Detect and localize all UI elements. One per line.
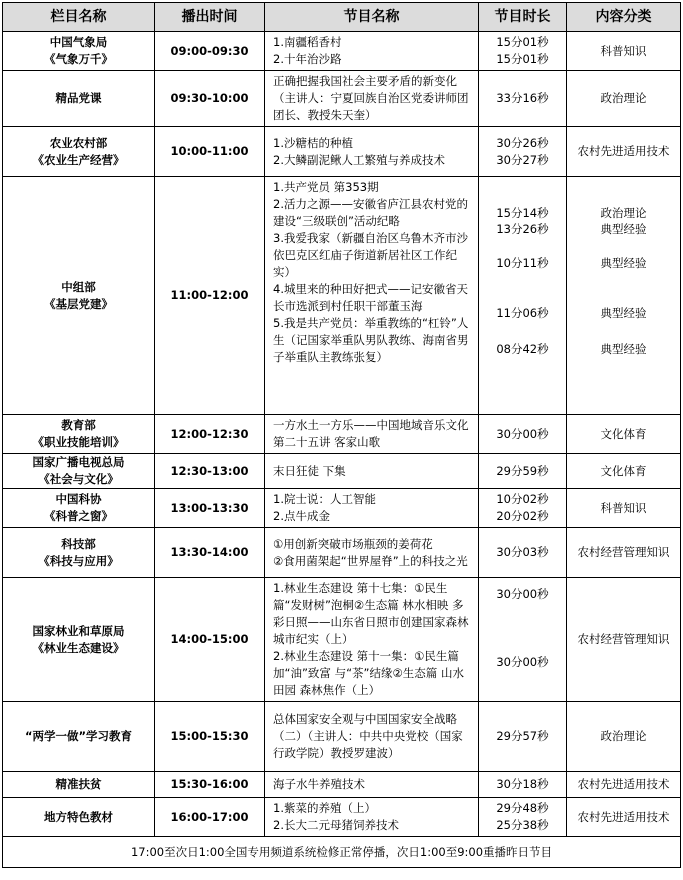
duration-value: 13分26秒	[496, 222, 549, 236]
duration-value: 30分18秒	[496, 777, 549, 791]
program-item: 末日狂徒 下集	[273, 463, 346, 478]
category-cell	[567, 71, 681, 127]
program-item: 5.我是共产党员：举重教练的“杠铃”人生（记国家举重队男队教练、海南省男子举重队主教练张复）	[273, 316, 469, 364]
duration-cell	[479, 489, 567, 528]
header-air-time: 播出时间	[155, 3, 265, 32]
category-label: 典型经验	[600, 306, 647, 320]
schedule-row	[3, 454, 681, 489]
program-item: ②食用菌架起“世界屋脊”上的科技之光	[273, 553, 468, 568]
duration-cell	[479, 798, 567, 837]
category-cell	[567, 489, 681, 528]
schedule-row	[3, 528, 681, 578]
column-name-line: 《基层党建》	[44, 296, 113, 311]
duration-cell	[479, 702, 567, 772]
header-row	[3, 3, 681, 32]
duration-value: 29分59秒	[496, 463, 549, 478]
air-time-cell: 15:30-16:00	[155, 772, 265, 798]
category-cell	[567, 32, 681, 71]
schedule-row	[3, 32, 681, 71]
program-item: 1.林业生态建设 第十七集：①民生篇“发财树”泡桐②生态篇 林水相映 多彩日照——山东省日照市创建国家森林城市纪实（上）	[273, 581, 469, 646]
duration-value: 15分01秒	[496, 35, 549, 49]
schedule-body	[3, 32, 681, 837]
category-label: 农村先进适用技术	[577, 777, 670, 791]
category-cell	[567, 798, 681, 837]
column-name-line: 精品党课	[55, 91, 102, 105]
category-label: 农村经营管理知识	[577, 545, 670, 559]
duration-value: 30分27秒	[496, 152, 549, 167]
column-name-cell	[3, 415, 155, 454]
category-label: 文化体育	[600, 463, 647, 478]
program-item: 正确把握我国社会主要矛盾的新变化（主讲人：宁夏回族自治区党委讲师团团长、教授朱天奎）	[273, 74, 469, 122]
header-program-name: 节目名称	[265, 3, 479, 32]
category-label: 政治理论	[600, 91, 647, 105]
category-label: 政治理论	[600, 206, 647, 220]
schedule-row	[3, 177, 681, 415]
program-item: 总体国家安全观与中国国家安全战略（二）（主讲人：中共中央党校（国家行政学院）教授罗建波）	[273, 712, 463, 760]
program-item: 2.活力之源——安徽省庐江县农村党的建设“三级联创”活动纪略	[273, 197, 468, 228]
air-time-cell: 13:30-14:00	[155, 528, 265, 578]
schedule-row	[3, 489, 681, 528]
duration-value: 30分00秒	[496, 587, 549, 601]
category-cell	[567, 415, 681, 454]
column-name-line: 中国科协	[55, 492, 102, 506]
column-name-line: 《社会与文化》	[38, 472, 119, 486]
program-item: 1.南疆稻香村	[273, 35, 342, 49]
category-cell	[567, 702, 681, 772]
program-name-cell	[265, 177, 479, 415]
program-item: 1.共产党员 第353期	[273, 180, 379, 194]
program-name-cell	[265, 798, 479, 837]
column-name-line: 科技部	[61, 536, 96, 551]
schedule-row	[3, 127, 681, 177]
schedule-row	[3, 415, 681, 454]
header-category: 内容分类	[567, 3, 681, 32]
air-time-cell: 15:00-15:30	[155, 702, 265, 772]
program-item: 2.十年治沙路	[273, 52, 342, 66]
column-name-cell	[3, 772, 155, 798]
duration-value: 10分11秒	[496, 256, 549, 270]
program-name-cell	[265, 528, 479, 578]
header-duration: 节目时长	[479, 3, 567, 32]
column-name-cell	[3, 489, 155, 528]
category-label: 典型经验	[600, 222, 647, 236]
column-name-cell	[3, 454, 155, 489]
program-item: 4.城里来的种田好把式——记安徽省天长市选派到村任职干部董玉海	[273, 282, 468, 313]
air-time-cell: 09:00-09:30	[155, 32, 265, 71]
duration-value: 10分02秒	[496, 492, 549, 506]
program-item: 2.长大二元母猪饲养技术	[273, 818, 399, 832]
duration-cell	[479, 528, 567, 578]
footer-row	[3, 837, 681, 868]
air-time-cell: 11:00-12:00	[155, 177, 265, 415]
program-name-cell	[265, 578, 479, 702]
category-cell	[567, 454, 681, 489]
schedule-sheet	[2, 2, 681, 868]
column-name-line: 教育部	[61, 418, 96, 432]
air-time-cell: 12:30-13:00	[155, 454, 265, 489]
air-time-cell: 10:00-11:00	[155, 127, 265, 177]
column-name-line: “两学一做”学习教育	[24, 729, 133, 743]
duration-value: 30分03秒	[496, 545, 549, 559]
category-label: 农村经营管理知识	[577, 632, 670, 646]
category-cell	[567, 772, 681, 798]
duration-cell	[479, 415, 567, 454]
column-name-cell	[3, 71, 155, 127]
column-name-cell	[3, 798, 155, 837]
column-name-line: 国家广播电视总局	[32, 455, 125, 469]
category-cell	[567, 578, 681, 702]
duration-value: 15分14秒	[496, 206, 549, 220]
schedule-row	[3, 578, 681, 702]
schedule-row	[3, 702, 681, 772]
air-time-cell: 12:00-12:30	[155, 415, 265, 454]
schedule-row	[3, 798, 681, 837]
column-name-cell	[3, 127, 155, 177]
air-time-cell: 16:00-17:00	[155, 798, 265, 837]
program-item: 2.大鳞副泥鳅人工繁殖与养成技术	[273, 152, 445, 167]
column-name-cell	[3, 177, 155, 415]
program-name-cell	[265, 32, 479, 71]
duration-value: 30分00秒	[496, 426, 549, 441]
column-name-line: 地方特色教材	[44, 809, 113, 824]
duration-value: 08分42秒	[496, 342, 549, 356]
column-name-line: 《职业技能培训》	[32, 435, 125, 449]
air-time-cell: 14:00-15:00	[155, 578, 265, 702]
category-label: 典型经验	[600, 342, 647, 356]
duration-value: 33分16秒	[496, 91, 549, 105]
category-label: 农村先进适用技术	[577, 809, 670, 824]
duration-cell	[479, 772, 567, 798]
program-name-cell	[265, 127, 479, 177]
category-label: 文化体育	[600, 426, 647, 441]
column-name-cell	[3, 32, 155, 71]
column-name-line: 精准扶贫	[55, 777, 102, 791]
program-item: 海子水牛养殖技术	[273, 777, 365, 791]
program-item: ①用创新突破市场瓶颈的姜荷花	[273, 536, 433, 551]
category-label: 农村先进适用技术	[577, 144, 670, 158]
column-name-line: 《林业生态建设》	[32, 640, 125, 655]
column-name-line: 《气象万千》	[44, 52, 113, 66]
duration-value: 25分38秒	[496, 818, 549, 832]
program-name-cell	[265, 702, 479, 772]
duration-cell	[479, 578, 567, 702]
program-name-cell	[265, 71, 479, 127]
air-time-cell: 09:30-10:00	[155, 71, 265, 127]
duration-value: 29分57秒	[496, 729, 549, 743]
duration-cell	[479, 32, 567, 71]
duration-value: 30分26秒	[496, 135, 549, 150]
column-name-cell	[3, 528, 155, 578]
program-name-cell	[265, 454, 479, 489]
column-name-cell	[3, 702, 155, 772]
program-name-cell	[265, 772, 479, 798]
program-name-cell	[265, 489, 479, 528]
category-label: 典型经验	[600, 256, 647, 270]
header-column-name: 栏目名称	[3, 3, 155, 32]
duration-value: 11分06秒	[496, 306, 549, 320]
column-name-line: 《科普之窗》	[44, 509, 113, 523]
program-item: 1.院士说：人工智能	[273, 492, 376, 506]
program-name-cell	[265, 415, 479, 454]
program-item: 3.我爱我家（新疆自治区乌鲁木齐市沙依巴克区红庙子街道新居社区工作纪实）	[273, 231, 468, 279]
category-cell	[567, 127, 681, 177]
duration-value: 30分00秒	[496, 655, 549, 669]
program-item: 1.紫菜的养殖（上）	[273, 801, 376, 815]
duration-value: 15分01秒	[496, 52, 549, 66]
air-time-cell: 13:00-13:30	[155, 489, 265, 528]
duration-cell	[479, 177, 567, 415]
duration-cell	[479, 127, 567, 177]
column-name-line: 中国气象局	[49, 35, 108, 49]
duration-value: 29分48秒	[496, 801, 549, 815]
duration-value: 20分02秒	[496, 509, 549, 523]
category-cell	[567, 528, 681, 578]
duration-cell	[479, 454, 567, 489]
program-item: 1.沙糖桔的种植	[273, 135, 353, 150]
program-item: 2.林业生态建设 第十一集：①民生篇 加“油”致富 与“茶”结缘②生态篇 山水田园 森林焦作（上）	[273, 649, 464, 697]
column-name-line: 中组部	[61, 279, 96, 294]
column-name-line: 国家林业和草原局	[32, 623, 125, 638]
schedule-row	[3, 772, 681, 798]
program-item: 一方水土一方乐——中国地域音乐文化 第二十五讲 客家山歌	[273, 418, 469, 449]
category-label: 政治理论	[600, 729, 647, 743]
column-name-line: 《科技与应用》	[38, 553, 119, 568]
column-name-line: 农业农村部	[49, 135, 108, 150]
footer-note: 17:00至次日1:00全国专用频道系统检修正常停播，次日1:00至9:00重播昨日节目	[3, 837, 681, 868]
schedule-row	[3, 71, 681, 127]
category-label: 科普知识	[600, 43, 647, 58]
category-cell	[567, 177, 681, 415]
program-item: 2.点牛成金	[273, 509, 330, 523]
duration-cell	[479, 71, 567, 127]
column-name-cell	[3, 578, 155, 702]
column-name-line: 《农业生产经营》	[32, 152, 125, 167]
category-label: 科普知识	[600, 500, 647, 515]
program-schedule-table	[2, 2, 681, 868]
